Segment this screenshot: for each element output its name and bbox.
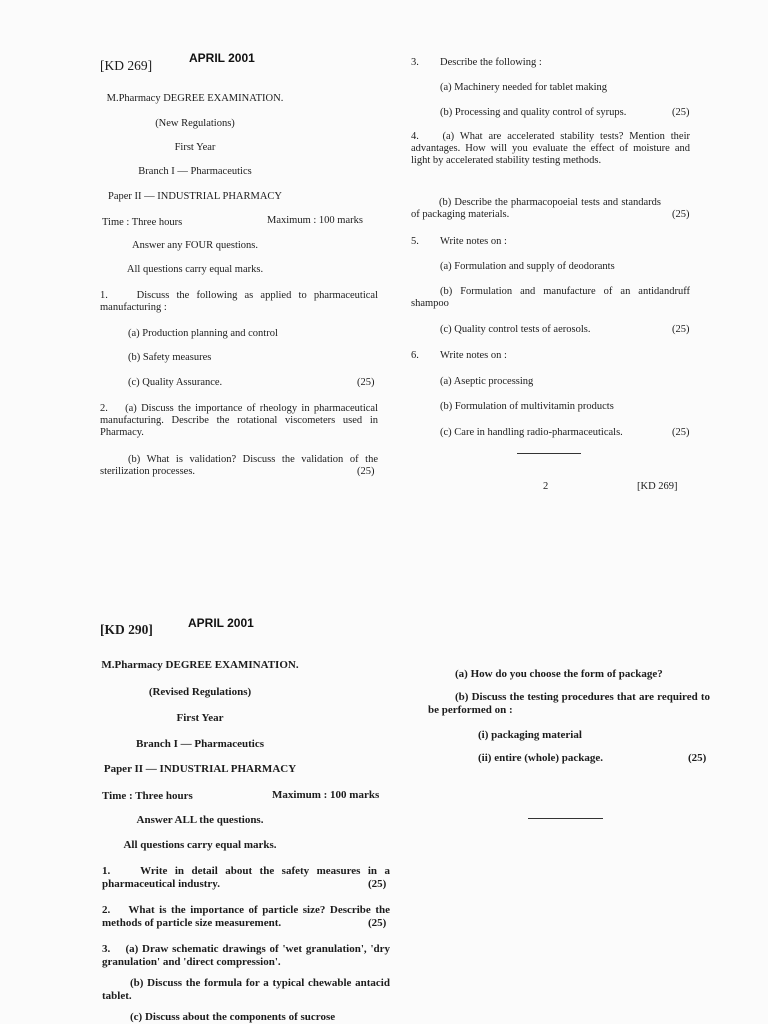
question-5-part-b: (b) Formulation and manufacture of an antidandruff shampoo [411,286,690,309]
paper-title: Paper II — INDUSTRIAL PHARMACY [103,763,297,775]
question-2: 2. What is the importance of particle size? Describe the methods of particle size measurement. [102,904,390,929]
time-allowed: Time : Three hours [102,790,193,802]
question-3-part-a: 3. (a) Draw schematic drawings of 'wet granulation', 'dry granulation' and 'direct compression'. [102,943,390,968]
branch: Branch I — Pharmaceutics [138,166,252,177]
maximum-marks: Maximum : 100 marks [272,789,380,801]
instruction: All questions carry equal marks. [123,839,277,851]
marks: (25) [672,209,690,220]
regulations: (New Regulations) [155,118,235,129]
question-3-number: 3. [411,57,419,68]
question-4-part-a: 4. (a) What are accelerated stability tests? Mention their advantages. How will you evaluate the effect of moisture and light by accelerated stability testing methods. [411,131,690,166]
question-6-number: 6. [411,350,419,361]
instruction: Answer ALL the questions. [136,814,264,826]
regulations: (Revised Regulations) [148,686,252,698]
year: First Year [174,142,216,153]
question-3-part-b: (b) Processing and quality control of syrups. [440,107,627,118]
question-5-part-a: (a) Formulation and supply of deodorants [440,261,615,272]
paper-code: [KD 269] [100,58,153,73]
marks: (25) [368,878,387,890]
question-6-part-c: (c) Care in handling radio-pharmaceuticals. [440,427,623,438]
question-2-part-b: (b) What is validation? Discuss the validation of the sterilization processes. [100,454,378,477]
question-6: Write notes on : [440,350,507,361]
marks: (25) [357,466,375,477]
instruction: Answer any FOUR questions. [132,240,258,251]
question-5-number: 5. [411,236,419,247]
question-3-part-a: (a) Machinery needed for tablet making [440,82,608,93]
question-1-part-a: (a) Production planning and control [128,328,278,339]
branch: Branch I — Pharmaceutics [135,738,264,750]
question-1-part-b: (b) Safety measures [128,352,212,363]
instruction: All questions carry equal marks. [126,264,264,275]
marks: (25) [672,427,690,438]
question-1-part-c: (c) Quality Assurance. [128,377,223,388]
exam-month: APRIL 2001 [188,616,254,630]
question-3-part-b: (b) Discuss the formula for a typical chewable antacid tablet. [102,977,390,1002]
page-number: 2 [543,481,549,492]
degree-title: M.Pharmacy DEGREE EXAMINATION. [101,659,299,671]
paper-title: Paper II — INDUSTRIAL PHARMACY [107,191,283,202]
footer-code: [KD 269] [637,481,678,492]
question-5-part-c: (c) Quality control tests of aerosols. [440,324,591,335]
question-5: Write notes on : [440,236,507,247]
marks: (25) [672,107,690,118]
marks: (25) [688,752,707,764]
question-3-part-c: (c) Discuss about the components of sucrose [130,1011,336,1023]
time-allowed: Time : Three hours [102,217,183,228]
question-4-part-a: (a) How do you choose the form of package? [455,668,663,680]
exam-month: APRIL 2001 [189,51,255,65]
question-6-part-a: (a) Aseptic processing [440,376,534,387]
question-1: 1. Write in detail about the safety measures in a pharmaceutical industry. [102,865,391,890]
question-4-part-b-ii: (ii) entire (whole) package. [478,752,604,764]
marks: (25) [357,377,375,388]
question-4-part-b: (b) Describe the pharmacopoeial tests and standards of packaging materials. [411,197,661,220]
question-1: 1. Discuss the following as applied to pharmaceutical manufacturing : [100,290,379,313]
paper-code: [KD 290] [100,622,153,637]
question-6-part-b: (b) Formulation of multivitamin products [440,401,614,412]
marks: (25) [368,917,387,929]
year: First Year [176,712,224,724]
question-3: Describe the following : [440,57,542,68]
end-rule [517,453,581,454]
end-rule [528,818,603,819]
question-4-part-b: (b) Discuss the testing procedures that are required to be performed on : [428,691,710,716]
degree-title: M.Pharmacy DEGREE EXAMINATION. [106,93,284,104]
question-2-part-a: 2. (a) Discuss the importance of rheology in pharmaceutical manufacturing. Describe the rotational viscometers used in Pharmacy. [100,403,379,438]
maximum-marks: Maximum : 100 marks [267,215,363,226]
marks: (25) [672,324,690,335]
question-4-part-b-i: (i) packaging material [478,729,582,741]
